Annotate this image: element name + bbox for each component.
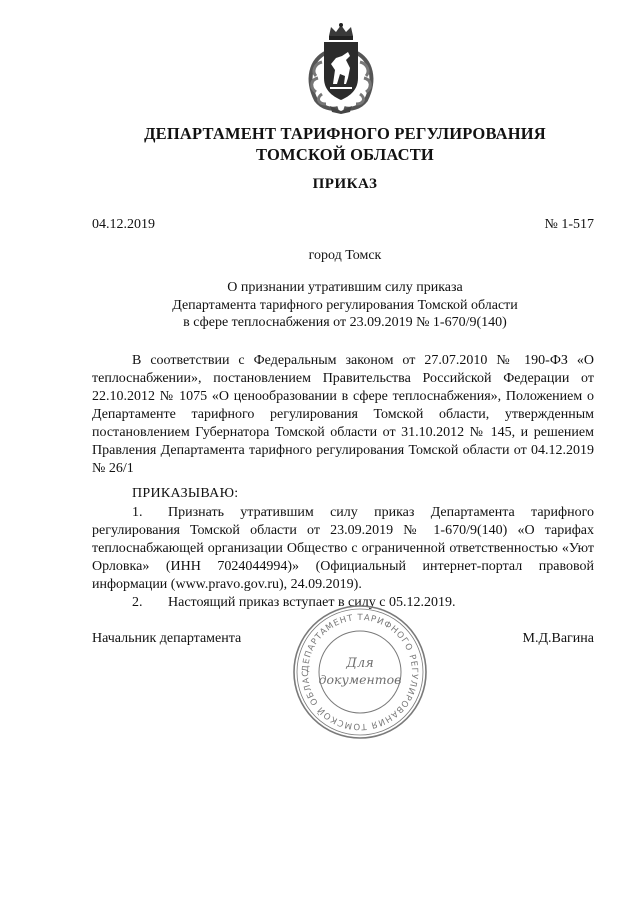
stamp-ring-text: ДЕПАРТАМЕНТ ТАРИФНОГО РЕГУЛИРОВАНИЯ ТОМСКОЙ ОБЛАС	[300, 612, 420, 732]
subject-line2: Департамента тарифного регулирования Томской области	[172, 297, 518, 313]
document-type: ПРИКАЗ	[312, 176, 378, 192]
department-title-line2: ТОМСКОЙ ОБЛАСТИ	[256, 145, 434, 164]
item-text: Признать утратившим силу приказ Департамента тарифного регулирования Томской области от 23.09.2019 № 1-670/9(140) «О тарифах теплоснабжающей организации Общество с ограниченной ответственностью «Уют Орловка» (ИНН 7024044994)» (Официальный интернет-портал правовой информации (www.pravo.gov.ru), 24.09.2019).	[92, 505, 594, 592]
department-title-line1: ДЕПАРТАМЕНТ ТАРИФНОГО РЕГУЛИРОВАНИЯ	[144, 124, 546, 143]
document-date: 04.12.2019	[92, 217, 155, 232]
item-number: 2.	[132, 595, 143, 610]
department-title	[60, 123, 630, 165]
stamp-center-line2: документов	[318, 672, 402, 687]
document-subject	[60, 279, 630, 332]
order-word: ПРИКАЗЫВАЮ:	[132, 486, 239, 501]
official-stamp	[290, 602, 430, 742]
city: город Томск	[308, 248, 382, 263]
order-item	[92, 504, 594, 594]
subject-line3: в сфере теплоснабжения от 23.09.2019 № 1-670/9(140)	[183, 315, 507, 330]
preamble	[92, 352, 594, 478]
document-number: № 1-517	[544, 217, 594, 232]
signer-name: М.Д.Вагина	[522, 631, 594, 646]
preamble-paragraph: В соответствии с Федеральным законом от 27.07.2010 № 190-ФЗ «О теплоснабжении», постановлением Правительства Российской Федерации от 22.10.2012 № 1075 «О ценообразовании в сфере теплоснабжения», Положением о Департаменте тарифного регулирования Томской области, утвержденным постановлением Губернатора Томской области от 31.10.2012 № 145, и решением Правления Департамента тарифного регулирования Томской области от 04.12.2019 № 26/1	[92, 353, 594, 476]
subject-line1: О признании утратившим силу приказа	[227, 280, 463, 295]
stamp-center-line1: Для	[346, 656, 374, 671]
order-items	[92, 504, 594, 612]
item-text: Настоящий приказ вступает в силу с 05.12.2019.	[168, 595, 456, 610]
signer-role: Начальник департамента	[92, 631, 242, 646]
coat-of-arms-icon	[300, 22, 382, 114]
item-number: 1.	[132, 505, 143, 520]
